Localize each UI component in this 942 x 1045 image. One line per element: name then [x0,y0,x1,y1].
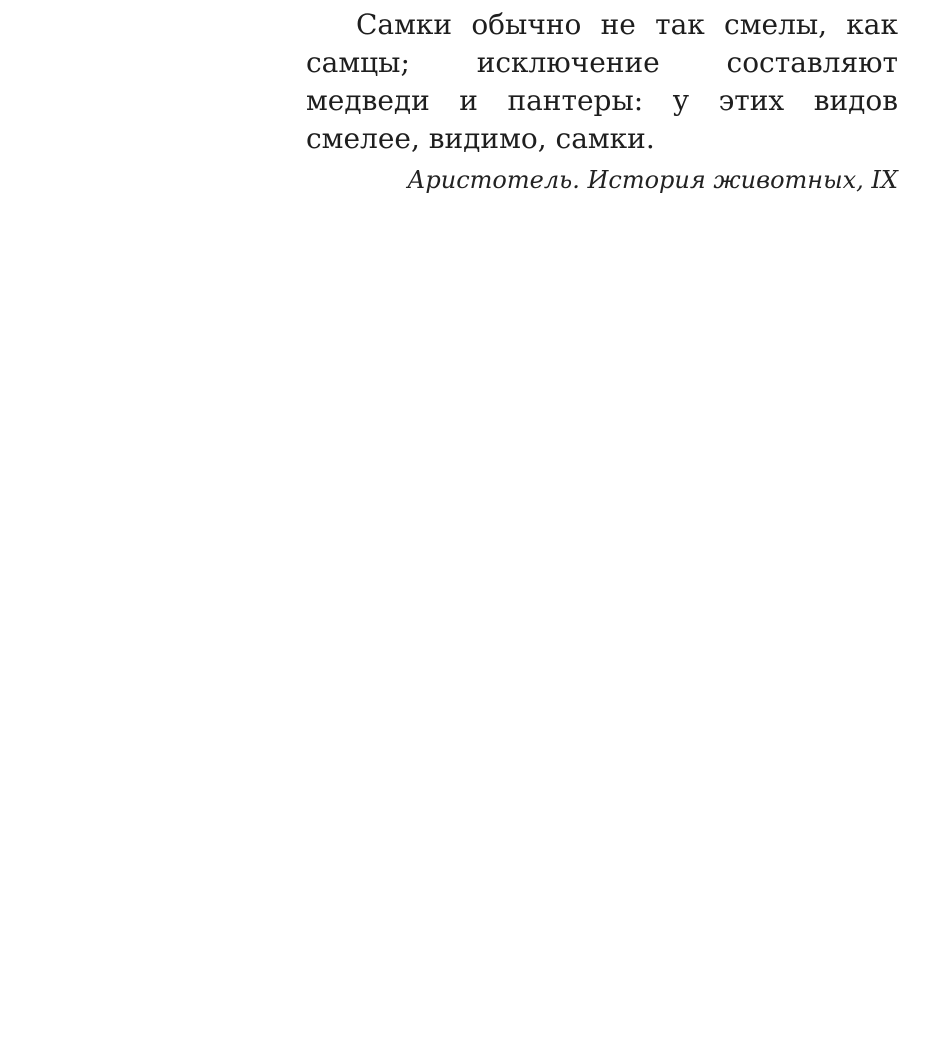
epigraph-attribution: Аристотель. История животных, IX [407,166,898,194]
epigraph-quote: Самки обычно не так смелы, как самцы; исключение составляют медведи и пантеры: у этих видов смелее, видимо, самки. [306,8,898,155]
epigraph [306,6,898,196]
